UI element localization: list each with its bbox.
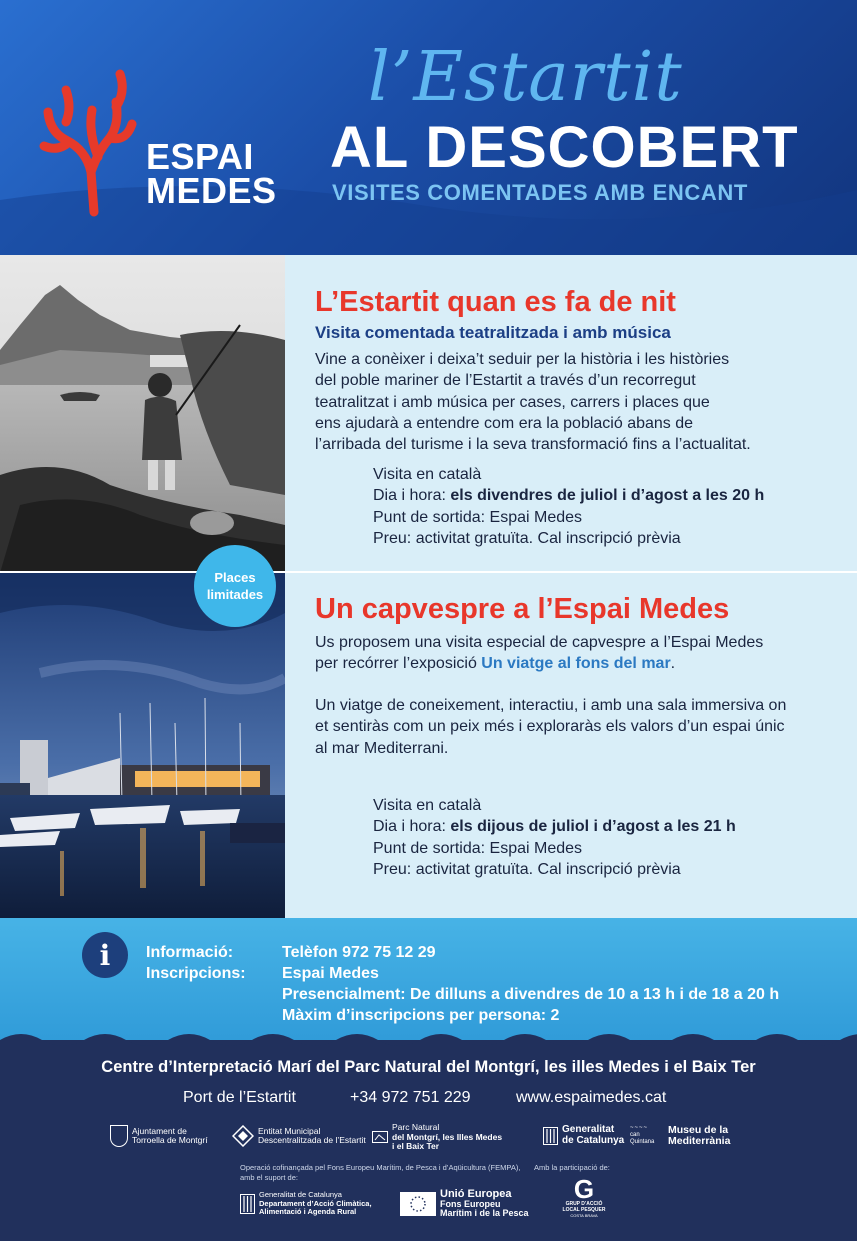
event1-description-line: Vine a conèixer i deixa’t seduir per la història i les històries xyxy=(315,351,730,368)
event2-language: Visita en català xyxy=(373,797,482,814)
info-place: Espai Medes xyxy=(282,965,379,982)
info-label: Informació: xyxy=(146,944,234,961)
espai-medes-logo xyxy=(36,62,286,222)
event1-start-point: Punt de sortida: Espai Medes xyxy=(373,508,583,526)
event2-description-2 xyxy=(315,695,835,759)
logo-text: Parc Natural xyxy=(392,1122,440,1132)
logo-text: Marítim i de la Pesca xyxy=(440,1208,529,1218)
badge-line-2: limitades xyxy=(206,587,264,602)
logo-text: Generalitat xyxy=(562,1124,615,1135)
logo-text: del Montgrí, les Illes Medes xyxy=(392,1131,503,1142)
logo-text: Alimentació i Agenda Rural xyxy=(259,1207,357,1216)
event2-desc-suffix: . xyxy=(670,655,676,673)
footer-website[interactable]: www.espaimedes.cat xyxy=(516,1089,667,1106)
event1-subtitle: Visita comentada teatralitzada i amb música xyxy=(315,323,671,342)
logo-museu-mediterrania xyxy=(630,1125,730,1146)
logo-text: LOCAL PESQUER xyxy=(562,1206,606,1213)
event2-details xyxy=(373,795,736,880)
logo-text: Fons Europeu xyxy=(440,1198,501,1209)
event1-price: Preu: activitat gratuïta. Cal inscripció prèvia xyxy=(373,529,681,547)
info-max: Màxim d’inscripcions per persona: 2 xyxy=(282,1007,560,1024)
logo-text: Descentralitzada de l’Estartit xyxy=(258,1135,366,1145)
logo-text: GRUP D’ACCIÓ xyxy=(565,1201,603,1207)
galp-g-icon: G xyxy=(573,1174,595,1204)
info-icon: i xyxy=(82,932,128,978)
logo-text: Unió Europea xyxy=(440,1188,512,1200)
brand-line-2: MEDES xyxy=(146,170,277,211)
exhibition-name: Un viatge al fons del mar xyxy=(481,655,671,673)
senyera-icon xyxy=(543,1127,558,1145)
diamond-emblem-icon xyxy=(232,1125,254,1147)
event1-description xyxy=(315,349,835,455)
event2-desc-prefix: per recórrer l’exposició xyxy=(315,655,482,673)
cofinancing-text: Operació cofinançada pel Fons Europeu Marítim, de Pesca i d’Aqüicultura (FEMPA), amb el suport de: xyxy=(240,1163,521,1182)
logo-text: Ajuntament de xyxy=(132,1125,187,1136)
coral-logo-icon xyxy=(36,62,146,222)
limited-places-badge xyxy=(194,545,276,627)
event1-description-line: l’arribada del turisme i la seva transformació fins a l’actualitat. xyxy=(315,436,751,454)
title-subtitle: VISITES COMENTADES AMB ENCANT xyxy=(332,180,748,205)
event1-details xyxy=(373,464,764,549)
event2-datetime-label: Dia i hora: xyxy=(373,818,451,836)
event2-title: Un capvespre a l’Espai Medes xyxy=(315,593,730,625)
event1-description-line: teatralitzat i amb música per cases, carrers i places que xyxy=(315,393,710,411)
museu-small-label: ~~~~ can Quintana xyxy=(630,1125,655,1145)
logo-emd-estartit xyxy=(232,1125,366,1147)
event2-description-line: al mar Mediterrani. xyxy=(315,739,449,757)
logo-galp xyxy=(556,1176,612,1218)
logo-text: Departament d’Acció Climàtica, xyxy=(259,1198,372,1208)
eu-flag-icon xyxy=(400,1192,436,1216)
participation-text: Amb la participació de: xyxy=(534,1163,610,1172)
logo-departament xyxy=(240,1191,372,1217)
event1-description-line: del poble mariner de l’Estartit a través d’un recorregut xyxy=(315,372,696,390)
event1-description-line: ens ajudarà a entendre com era la població abans de xyxy=(315,414,694,432)
logo-text: Torroella de Montgrí xyxy=(132,1135,208,1145)
logo-text: de Catalunya xyxy=(562,1134,625,1146)
event2-description-line: Us proposem una visita especial de capvespre a l’Espai Medes xyxy=(315,634,764,651)
footer-port: Port de l’Estartit xyxy=(183,1089,296,1106)
header-banner xyxy=(0,0,857,255)
event1-datetime-value: els divendres de juliol i d’agost a les 20 h xyxy=(450,487,765,505)
logo-text: i el Baix Ter xyxy=(392,1141,440,1151)
info-phone: Telèfon 972 75 12 29 xyxy=(282,944,436,961)
brand-line-1: ESPAI xyxy=(146,136,254,177)
logo-ajuntament xyxy=(110,1125,208,1147)
logo-text: Museu de la xyxy=(668,1124,729,1136)
footer-phone: +34 972 751 229 xyxy=(350,1089,471,1106)
logo-text: Entitat Municipal xyxy=(258,1125,321,1136)
title-script: l’Estartit xyxy=(368,38,683,117)
logo-generalitat xyxy=(543,1125,624,1146)
event2-datetime-value: els dijous de juliol i d’agost a les 21 h xyxy=(450,818,736,836)
event1-title: L’Estartit quan es fa de nit xyxy=(315,286,676,318)
footer-wave-decoration xyxy=(0,1020,857,1050)
event2-panel xyxy=(285,573,857,918)
event2-description-line xyxy=(315,653,835,674)
title-main: AL DESCOBERT xyxy=(330,115,799,180)
footer-title: Centre d’Interpretació Marí del Parc Natural del Montgrí, les illes Medes i el Baix Ter xyxy=(101,1058,756,1076)
logo-text: Generalitat de Catalunya xyxy=(259,1190,342,1199)
inscriptions-label: Inscripcions: xyxy=(146,965,246,982)
event2-price: Preu: activitat gratuïta. Cal inscripció prèvia xyxy=(373,860,681,878)
event1-panel xyxy=(285,255,857,573)
event2-description-line: et sentiràs com un peix més i exploraràs els valors d’un espai únic xyxy=(315,718,785,736)
institution-logos xyxy=(0,1121,857,1151)
vintage-coast-photo xyxy=(0,255,285,573)
event2-start-point: Punt de sortida: Espai Medes xyxy=(373,839,583,857)
parc-emblem-icon xyxy=(372,1131,388,1143)
event2-description xyxy=(315,632,835,675)
event1-language: Visita en català xyxy=(373,466,482,483)
logo-text: COSTA BRAVA xyxy=(570,1213,598,1218)
event1-datetime xyxy=(373,485,764,506)
shield-icon xyxy=(110,1125,128,1147)
senyera-icon xyxy=(240,1194,255,1214)
info-presential: Presencialment: De dilluns a divendres de 10 a 13 h i de 18 a 20 h xyxy=(282,986,780,1003)
event2-description-line: Un viatge de coneixement, interactiu, i amb una sala immersiva on xyxy=(315,697,787,714)
brand-wordmark xyxy=(146,136,277,211)
event2-datetime xyxy=(373,816,736,837)
logo-parc-natural xyxy=(372,1123,502,1152)
logo-text: Mediterrània xyxy=(668,1134,731,1147)
logo-unio-europea xyxy=(400,1190,529,1219)
event1-datetime-label: Dia i hora: xyxy=(373,487,451,505)
badge-line-1: Places xyxy=(214,570,256,585)
